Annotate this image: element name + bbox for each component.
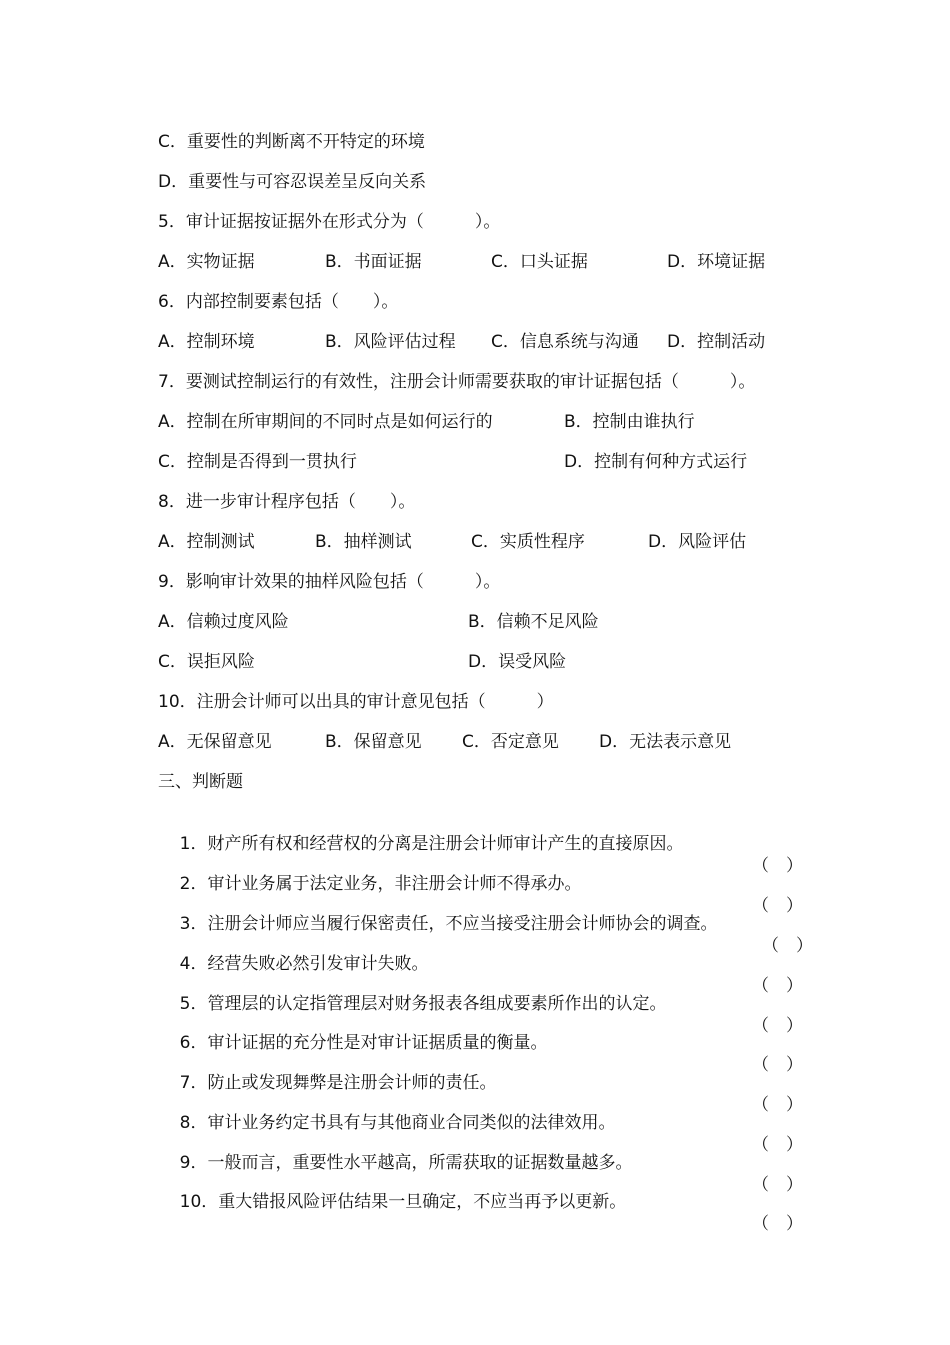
options-row-6 <box>158 331 766 353</box>
question-9: 9．影响审计效果的抽样风险包括（ ）。 <box>158 572 501 592</box>
judgment-item <box>158 891 813 956</box>
answer-blank: （ ） <box>752 856 803 876</box>
judgment-text: 6．审计证据的充分性是对审计证据质量的衡量。 <box>179 1033 548 1053</box>
option-c: C．误拒风险 <box>158 652 255 672</box>
option-d: D．环境证据 <box>667 252 766 272</box>
option-a: A．信赖过度风险 <box>158 612 289 632</box>
judgment-item <box>158 1169 803 1234</box>
judgment-item <box>158 1050 803 1115</box>
option-b: B．保留意见 <box>325 732 422 752</box>
option-d: D．控制有何种方式运行 <box>564 452 748 472</box>
option-a: A．无保留意见 <box>158 732 272 752</box>
answer-blank: （ ） <box>752 896 803 916</box>
question-6: 6．内部控制要素包括（ ）。 <box>158 292 399 312</box>
judgment-item <box>158 811 803 876</box>
option-d: D．无法表示意见 <box>599 732 732 752</box>
options-row-9ab <box>158 611 599 633</box>
judgment-item <box>158 1010 803 1075</box>
options-row-10 <box>158 731 732 753</box>
answer-blank: （ ） <box>752 1016 803 1036</box>
option-b: B．抽样测试 <box>315 532 412 552</box>
option-c: C．口头证据 <box>491 252 588 272</box>
answer-blank: （ ） <box>752 1135 803 1155</box>
judgment-text: 5．管理层的认定指管理层对财务报表各组成要素所作出的认定。 <box>179 994 667 1014</box>
judgment-text: 10．重大错报风险评估结果一旦确定，不应当再予以更新。 <box>179 1192 627 1212</box>
option-a: A．控制测试 <box>158 532 255 552</box>
option-b: B．信赖不足风险 <box>468 612 599 632</box>
option-d: D．误受风险 <box>468 652 567 672</box>
option-d: D．风险评估 <box>648 532 747 552</box>
question-10: 10．注册会计师可以出具的审计意见包括（ ） <box>158 692 554 712</box>
option-c: C．信息系统与沟通 <box>491 332 639 352</box>
judgment-item <box>158 931 803 996</box>
judgment-text: 2．审计业务属于法定业务，非注册会计师不得承办。 <box>179 874 582 894</box>
option-a: A．实物证据 <box>158 252 255 272</box>
answer-blank: （ ） <box>752 1214 803 1234</box>
option-line: D．重要性与可容忍误差呈反向关系 <box>158 172 427 192</box>
answer-blank: （ ） <box>752 1095 803 1115</box>
judgment-item <box>158 971 803 1036</box>
judgment-text: 1．财产所有权和经营权的分离是注册会计师审计产生的直接原因。 <box>179 834 684 854</box>
options-row-5 <box>158 251 766 273</box>
option-d: D．控制活动 <box>667 332 766 352</box>
answer-blank: （ ） <box>752 1175 803 1195</box>
answer-blank: （ ） <box>762 936 813 956</box>
options-row-9cd <box>158 651 567 673</box>
option-a: A．控制环境 <box>158 332 255 352</box>
judgment-text: 3．注册会计师应当履行保密责任，不应当接受注册会计师协会的调查。 <box>179 914 718 934</box>
judgment-text: 4．经营失败必然引发审计失败。 <box>179 954 429 974</box>
option-c: C．实质性程序 <box>471 532 585 552</box>
judgment-item <box>158 851 803 916</box>
question-8: 8．进一步审计程序包括（ ）。 <box>158 492 416 512</box>
answer-blank: （ ） <box>752 1055 803 1075</box>
option-c: C．控制是否得到一贯执行 <box>158 452 357 472</box>
judgment-text: 8．审计业务约定书具有与其他商业合同类似的法律效用。 <box>179 1113 616 1133</box>
question-7: 7．要测试控制运行的有效性，注册会计师需要获取的审计证据包括（ ）。 <box>158 372 756 392</box>
judgment-text: 7．防止或发现舞弊是注册会计师的责任。 <box>179 1073 497 1093</box>
judgment-item <box>158 1090 803 1155</box>
option-line: C．重要性的判断离不开特定的环境 <box>158 132 425 152</box>
option-b: B．控制由谁执行 <box>564 412 695 432</box>
option-c: C．否定意见 <box>462 732 559 752</box>
judgment-text: 9．一般而言，重要性水平越高，所需获取的证据数量越多。 <box>179 1153 633 1173</box>
question-5: 5．审计证据按证据外在形式分为（ ）。 <box>158 212 501 232</box>
judgment-item <box>158 1130 803 1195</box>
option-b: B．风险评估过程 <box>325 332 456 352</box>
options-row-7cd <box>158 451 748 473</box>
option-b: B．书面证据 <box>325 252 422 272</box>
answer-blank: （ ） <box>752 976 803 996</box>
options-row-7ab <box>158 411 695 433</box>
options-row-8 <box>158 531 747 553</box>
option-a: A．控制在所审期间的不同时点是如何运行的 <box>158 412 493 432</box>
section-heading: 三、判断题 <box>158 772 243 792</box>
